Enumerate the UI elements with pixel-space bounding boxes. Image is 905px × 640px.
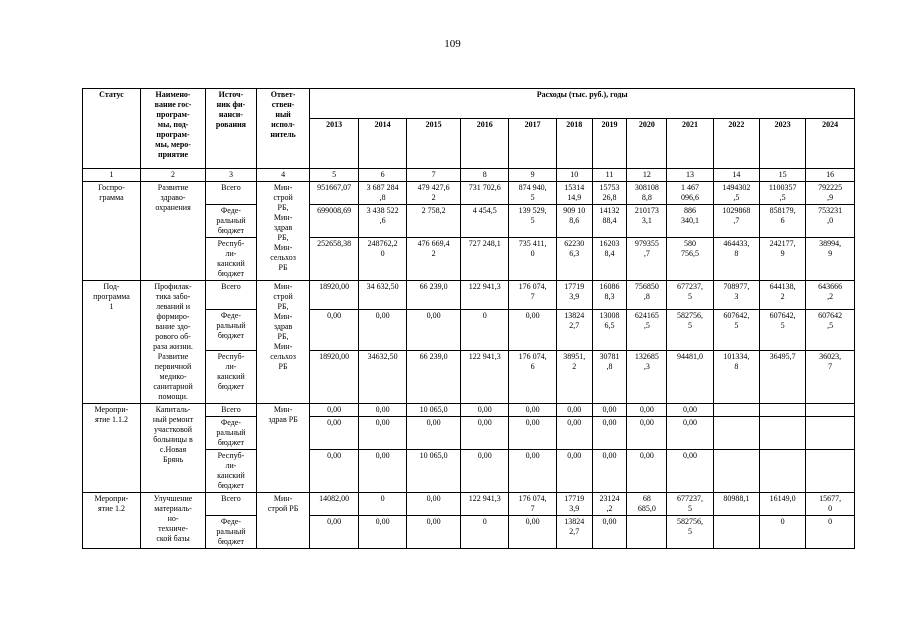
row-value: 176 074, 7 bbox=[509, 281, 556, 310]
column-number: 2 bbox=[140, 169, 205, 182]
row-value: 16149,0 bbox=[760, 493, 806, 516]
row-value: 0,00 bbox=[509, 450, 556, 493]
row-value: 0,00 bbox=[667, 404, 713, 417]
row-value: 17719 3,9 bbox=[556, 493, 592, 516]
row-value: 94481,0 bbox=[667, 350, 713, 403]
row-value bbox=[760, 417, 806, 450]
row-value: 0,00 bbox=[310, 516, 358, 549]
row-source: Феде- ральный бюджет bbox=[206, 417, 257, 450]
row-value: 0,00 bbox=[509, 404, 556, 417]
row-value: 66 239,0 bbox=[407, 350, 461, 403]
row-value: 139 529, 5 bbox=[509, 205, 556, 238]
row-value: 0,00 bbox=[509, 309, 556, 350]
row-value: 0,00 bbox=[627, 417, 667, 450]
row-value: 122 941,3 bbox=[461, 281, 509, 310]
row-value: 0,00 bbox=[407, 493, 461, 516]
row-value: 0,00 bbox=[592, 404, 627, 417]
row-value: 14132 88,4 bbox=[592, 205, 627, 238]
header-year: 2016 bbox=[461, 119, 509, 169]
row-value: 18920,00 bbox=[310, 350, 358, 403]
row-value: 0,00 bbox=[310, 309, 358, 350]
row-value: 643666 ,2 bbox=[806, 281, 855, 310]
row-source: Всего bbox=[206, 281, 257, 310]
header-year: 2014 bbox=[358, 119, 406, 169]
column-number: 10 bbox=[556, 169, 592, 182]
row-value: 242177, 9 bbox=[760, 238, 806, 281]
column-number: 13 bbox=[667, 169, 713, 182]
row-value: 580 756,5 bbox=[667, 238, 713, 281]
row-value: 979355 ,7 bbox=[627, 238, 667, 281]
row-value: 886 340,1 bbox=[667, 205, 713, 238]
row-name: Развитие здраво- охранения bbox=[140, 182, 205, 281]
header-executor: Ответ- ствен- ный испол- нитель bbox=[256, 89, 310, 169]
row-value: 34 632,50 bbox=[358, 281, 406, 310]
header-name: Наимено- вание гос- програм- мы, под- програм- мы, меро- приятие bbox=[140, 89, 205, 169]
row-value: 0,00 bbox=[407, 417, 461, 450]
row-value: 0,00 bbox=[627, 404, 667, 417]
row-value bbox=[806, 404, 855, 417]
row-value: 699008,69 bbox=[310, 205, 358, 238]
row-value: 0,00 bbox=[556, 450, 592, 493]
row-value: 1 467 096,6 bbox=[667, 182, 713, 205]
row-value: 792225 ,9 bbox=[806, 182, 855, 205]
row-value: 30781 ,8 bbox=[592, 350, 627, 403]
row-value bbox=[806, 450, 855, 493]
row-value: 0,00 bbox=[407, 516, 461, 549]
row-value: 756850 ,8 bbox=[627, 281, 667, 310]
row-value: 101334, 8 bbox=[713, 350, 759, 403]
row-value: 132685 ,3 bbox=[627, 350, 667, 403]
row-status: Меропри- ятие 1.2 bbox=[83, 493, 141, 549]
row-source: Респуб- ли- канский бюджет bbox=[206, 450, 257, 493]
column-number: 12 bbox=[627, 169, 667, 182]
row-source: Респуб- ли- канский бюджет bbox=[206, 350, 257, 403]
row-value: 677237, 5 bbox=[667, 281, 713, 310]
row-value: 464433, 8 bbox=[713, 238, 759, 281]
row-value: 18920,00 bbox=[310, 281, 358, 310]
row-value: 14082,00 bbox=[310, 493, 358, 516]
column-number: 11 bbox=[592, 169, 627, 182]
row-source: Феде- ральный бюджет bbox=[206, 309, 257, 350]
row-value: 1494302 ,5 bbox=[713, 182, 759, 205]
header-year: 2022 bbox=[713, 119, 759, 169]
row-value: 62230 6,3 bbox=[556, 238, 592, 281]
row-value: 36495,7 bbox=[760, 350, 806, 403]
row-value: 0,00 bbox=[509, 417, 556, 450]
row-value: 34632,50 bbox=[358, 350, 406, 403]
row-value: 13008 6,5 bbox=[592, 309, 627, 350]
header-year: 2018 bbox=[556, 119, 592, 169]
row-source: Всего bbox=[206, 493, 257, 516]
row-value: 0 bbox=[760, 516, 806, 549]
row-executor: Мин- строй РБ bbox=[256, 493, 310, 549]
row-name: Улучшение материаль- но- техниче- ской базы bbox=[140, 493, 205, 549]
row-value: 735 411, 0 bbox=[509, 238, 556, 281]
row-value: 38951, 2 bbox=[556, 350, 592, 403]
row-value: 0,00 bbox=[556, 404, 592, 417]
row-value: 68 685,0 bbox=[627, 493, 667, 516]
row-status: Меропри- ятие 1.1.2 bbox=[83, 404, 141, 493]
row-value: 624165 ,5 bbox=[627, 309, 667, 350]
row-value: 0 bbox=[461, 309, 509, 350]
row-value: 731 702,6 bbox=[461, 182, 509, 205]
column-number: 16 bbox=[806, 169, 855, 182]
row-source: Феде- ральный бюджет bbox=[206, 205, 257, 238]
row-value: 3 438 522 ,6 bbox=[358, 205, 406, 238]
row-value: 176 074, 7 bbox=[509, 493, 556, 516]
header-year: 2021 bbox=[667, 119, 713, 169]
header-expenses: Расходы (тыс. руб.), годы bbox=[310, 89, 855, 119]
row-value: 10 065,0 bbox=[407, 450, 461, 493]
row-value: 753231 ,0 bbox=[806, 205, 855, 238]
row-value: 10 065,0 bbox=[407, 404, 461, 417]
column-numbers-row bbox=[83, 169, 855, 182]
row-name: Профилак- тика забо- леваний и формиро- вание здо- рового об- раза жизни. Развитие первичной медико- санитарной помощи. bbox=[140, 281, 205, 404]
header-status: Статус bbox=[83, 89, 141, 169]
row-value: 2 758,2 bbox=[407, 205, 461, 238]
row-executor: Мин- строй РБ, Мин- здрав РБ, Мин- сельхоз РБ bbox=[256, 281, 310, 404]
row-value: 607642 ,5 bbox=[806, 309, 855, 350]
row-value bbox=[627, 516, 667, 549]
row-value: 1100357 ,5 bbox=[760, 182, 806, 205]
row-name: Капиталь- ный ремонт участковой больницы в с.Новая Брянь bbox=[140, 404, 205, 493]
row-value: 80988,1 bbox=[713, 493, 759, 516]
column-number: 14 bbox=[713, 169, 759, 182]
row-value: 4 454,5 bbox=[461, 205, 509, 238]
row-value: 0,00 bbox=[667, 450, 713, 493]
row-status: Под- программа 1 bbox=[83, 281, 141, 404]
row-value: 16086 8,3 bbox=[592, 281, 627, 310]
row-value: 858179, 6 bbox=[760, 205, 806, 238]
row-value: 3 687 284 ,8 bbox=[358, 182, 406, 205]
column-number: 4 bbox=[256, 169, 310, 182]
column-number: 6 bbox=[358, 169, 406, 182]
row-value: 476 669,4 2 bbox=[407, 238, 461, 281]
header-source: Источ- ник фи- нанси- рования bbox=[206, 89, 257, 169]
row-value: 727 248,1 bbox=[461, 238, 509, 281]
table-row bbox=[83, 182, 855, 205]
row-value: 252658,38 bbox=[310, 238, 358, 281]
row-value: 0,00 bbox=[358, 516, 406, 549]
page-number: 109 bbox=[444, 38, 461, 50]
row-value bbox=[713, 404, 759, 417]
row-value: 248762,2 0 bbox=[358, 238, 406, 281]
row-value: 0 bbox=[461, 516, 509, 549]
row-value bbox=[806, 417, 855, 450]
row-value: 644138, 2 bbox=[760, 281, 806, 310]
header-year: 2024 bbox=[806, 119, 855, 169]
row-value: 0,00 bbox=[592, 450, 627, 493]
table-row bbox=[83, 493, 855, 516]
column-number: 3 bbox=[206, 169, 257, 182]
row-value: 708977, 3 bbox=[713, 281, 759, 310]
row-value: 0,00 bbox=[667, 417, 713, 450]
column-number: 8 bbox=[461, 169, 509, 182]
row-value: 0,00 bbox=[627, 450, 667, 493]
row-value: 0,00 bbox=[358, 417, 406, 450]
row-source: Феде- ральный бюджет bbox=[206, 516, 257, 549]
row-value: 38994, 9 bbox=[806, 238, 855, 281]
row-value: 210173 3,1 bbox=[627, 205, 667, 238]
header-year: 2017 bbox=[509, 119, 556, 169]
row-value: 15753 26,8 bbox=[592, 182, 627, 205]
row-value: 607642, 5 bbox=[713, 309, 759, 350]
row-executor: Мин- строй РБ, Мин- здрав РБ, Мин- сельхоз РБ bbox=[256, 182, 310, 281]
row-value: 16203 8,4 bbox=[592, 238, 627, 281]
column-number: 1 bbox=[83, 169, 141, 182]
row-value: 0,00 bbox=[310, 417, 358, 450]
row-source: Респуб- ли- канский бюджет bbox=[206, 238, 257, 281]
row-executor: Мин- здрав РБ bbox=[256, 404, 310, 493]
row-value: 0 bbox=[358, 493, 406, 516]
row-value: 0,00 bbox=[407, 309, 461, 350]
column-number: 5 bbox=[310, 169, 358, 182]
column-number: 15 bbox=[760, 169, 806, 182]
row-value: 479 427,6 2 bbox=[407, 182, 461, 205]
row-value bbox=[713, 417, 759, 450]
row-value: 308108 8,8 bbox=[627, 182, 667, 205]
row-value: 0,00 bbox=[358, 404, 406, 417]
row-value: 13824 2,7 bbox=[556, 516, 592, 549]
column-number: 9 bbox=[509, 169, 556, 182]
row-value: 582756, 5 bbox=[667, 516, 713, 549]
row-value: 15314 14,9 bbox=[556, 182, 592, 205]
row-value: 176 074, 6 bbox=[509, 350, 556, 403]
header-year: 2015 bbox=[407, 119, 461, 169]
row-value: 0,00 bbox=[358, 450, 406, 493]
row-value: 0,00 bbox=[461, 417, 509, 450]
row-value: 0,00 bbox=[556, 417, 592, 450]
row-value: 0,00 bbox=[358, 309, 406, 350]
row-value: 0,00 bbox=[461, 404, 509, 417]
row-value: 1029868 ,7 bbox=[713, 205, 759, 238]
header-year: 2020 bbox=[627, 119, 667, 169]
row-status: Госпро- грамма bbox=[83, 182, 141, 281]
row-value: 0,00 bbox=[592, 516, 627, 549]
row-value: 13824 2,7 bbox=[556, 309, 592, 350]
column-number: 7 bbox=[407, 169, 461, 182]
row-value: 677237, 5 bbox=[667, 493, 713, 516]
row-value: 0 bbox=[806, 516, 855, 549]
row-value: 122 941,3 bbox=[461, 493, 509, 516]
row-value: 0,00 bbox=[310, 404, 358, 417]
row-value: 582756, 5 bbox=[667, 309, 713, 350]
row-source: Всего bbox=[206, 404, 257, 417]
row-value: 909 10 8,6 bbox=[556, 205, 592, 238]
row-value: 17719 3,9 bbox=[556, 281, 592, 310]
row-value: 0,00 bbox=[310, 450, 358, 493]
row-value bbox=[760, 404, 806, 417]
header-year: 2013 bbox=[310, 119, 358, 169]
table-row bbox=[83, 281, 855, 310]
row-value: 607642, 5 bbox=[760, 309, 806, 350]
row-value: 0,00 bbox=[509, 516, 556, 549]
header-year: 2019 bbox=[592, 119, 627, 169]
table-header bbox=[83, 89, 855, 169]
table-row bbox=[83, 404, 855, 417]
row-value bbox=[713, 450, 759, 493]
budget-table bbox=[82, 88, 855, 549]
row-value: 122 941,3 bbox=[461, 350, 509, 403]
row-value: 874 940, 5 bbox=[509, 182, 556, 205]
row-value: 66 239,0 bbox=[407, 281, 461, 310]
header-year: 2023 bbox=[760, 119, 806, 169]
row-value bbox=[713, 516, 759, 549]
row-value: 15677, 0 bbox=[806, 493, 855, 516]
row-value: 0,00 bbox=[592, 417, 627, 450]
row-value: 0,00 bbox=[461, 450, 509, 493]
row-value: 23124 ,2 bbox=[592, 493, 627, 516]
row-value bbox=[760, 450, 806, 493]
row-value: 36023, 7 bbox=[806, 350, 855, 403]
row-value: 951667,07 bbox=[310, 182, 358, 205]
row-source: Всего bbox=[206, 182, 257, 205]
